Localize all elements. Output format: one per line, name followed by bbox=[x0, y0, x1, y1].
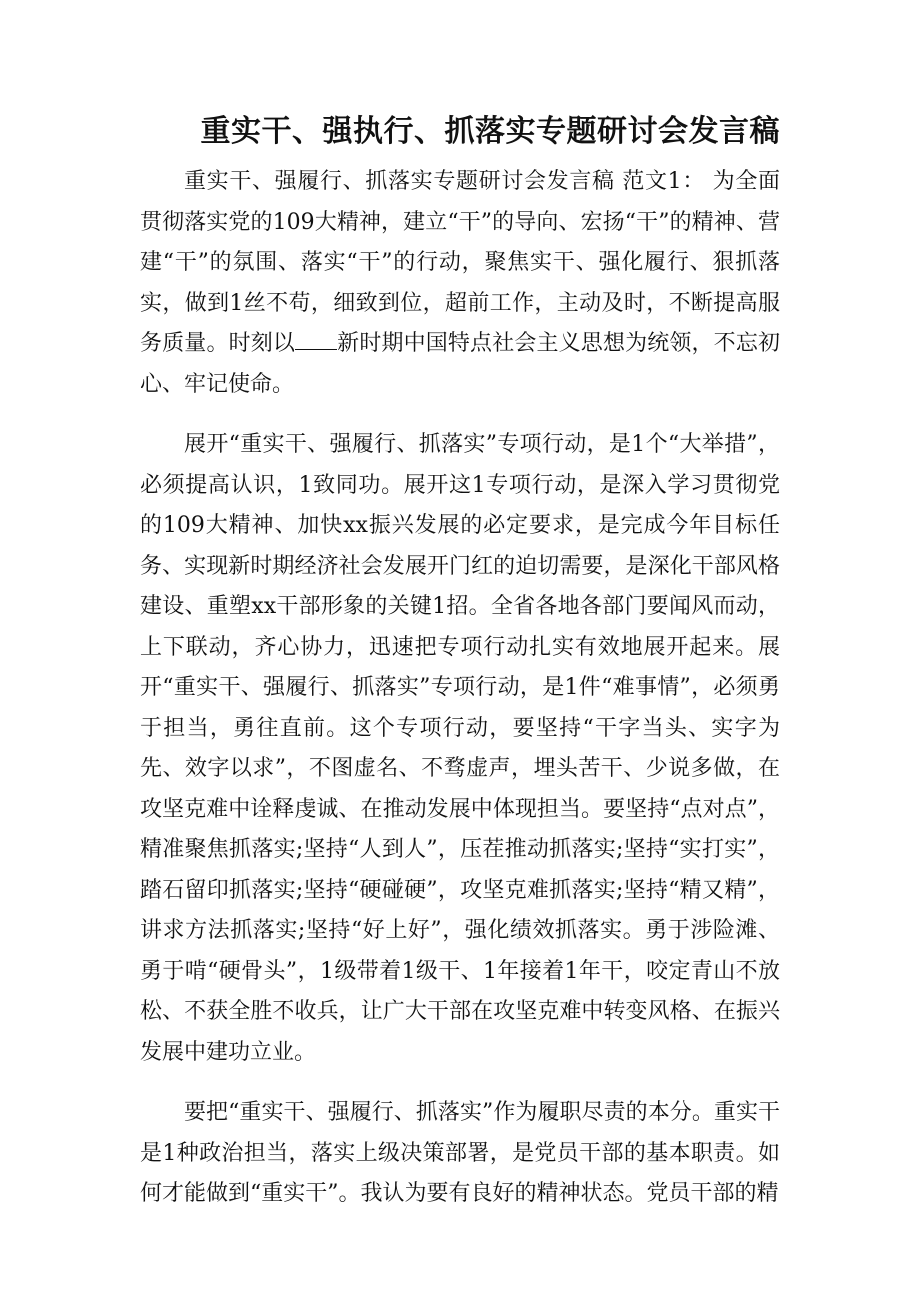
paragraph-1-text-after-blank: 新时期中国特点社会主义思想为统领，不忘初心、牢记使命。 bbox=[140, 331, 780, 397]
paragraph-2: 展开“重实干、强履行、抓落实”专项行动，是1个“大举措”，必须提高认识，1致同功。展开这1专项行动，是深入学习贯彻党的109大精神、加快xx振兴发展的必定要求，是完成今年目标任务、实现新时期经济社会发展开门红的迫切需要，是深化干部风格建设、重塑xx干部形象的关键1招。全省各地各部门要闻风而动，上下联动，齐心协力，迅速把专项行动扎实有效地展开起来。展开“重实干、强履行、抓落实”专项行动，是1件“难事情”，必须勇于担当，勇往直前。这个专项行动，要坚持“干字当头、实字为先、效字以求”，不图虚名、不骛虚声，埋头苦干、少说多做，在攻坚克难中诠释虔诚、在推动发展中体现担当。要坚持“点对点”，精准聚焦抓落实;坚持“人到人”，压茬推动抓落实;坚持“实打实”，踏石留印抓落实;坚持“硬碰硬”，攻坚克难抓落实;坚持“精又精”，讲求方法抓落实;坚持“好上好”，强化绩效抓落实。勇于涉险滩、勇于啃“硬骨头”，1级带着1级干、1年接着1年干，咬定青山不放松、不获全胜不收兵，让广大干部在攻坚克难中转变风格、在振兴发展中建功立业。 bbox=[140, 432, 780, 1065]
document-title: 重实干、强执行、抓落实专题研讨会发言稿 bbox=[200, 114, 780, 149]
fill-in-blank bbox=[295, 327, 337, 350]
paragraph-1 bbox=[140, 162, 780, 405]
paragraph-3: 要把“重实干、强履行、抓落实”作为履职尽责的本分。重实干是1种政治担当，落实上级决策部署，是党员干部的基本职责。如何才能做到“重实干”。我认为要有良好的精神状态。党员干部的精 bbox=[140, 1100, 780, 1206]
document-body bbox=[140, 162, 780, 1215]
paragraph-1-text-before-blank: 重实干、强履行、抓落实专题研讨会发言稿 范文1： 为全面贯彻落实党的109大精神，建立“干”的导向、宏扬“干”的精神、营建“干”的氛围、落实“干”的行动，聚焦实干、强化履行、狠抓落实，做到1丝不苟，细致到位，超前工作，主动及时，不断提高服务质量。时刻以 bbox=[140, 169, 780, 356]
